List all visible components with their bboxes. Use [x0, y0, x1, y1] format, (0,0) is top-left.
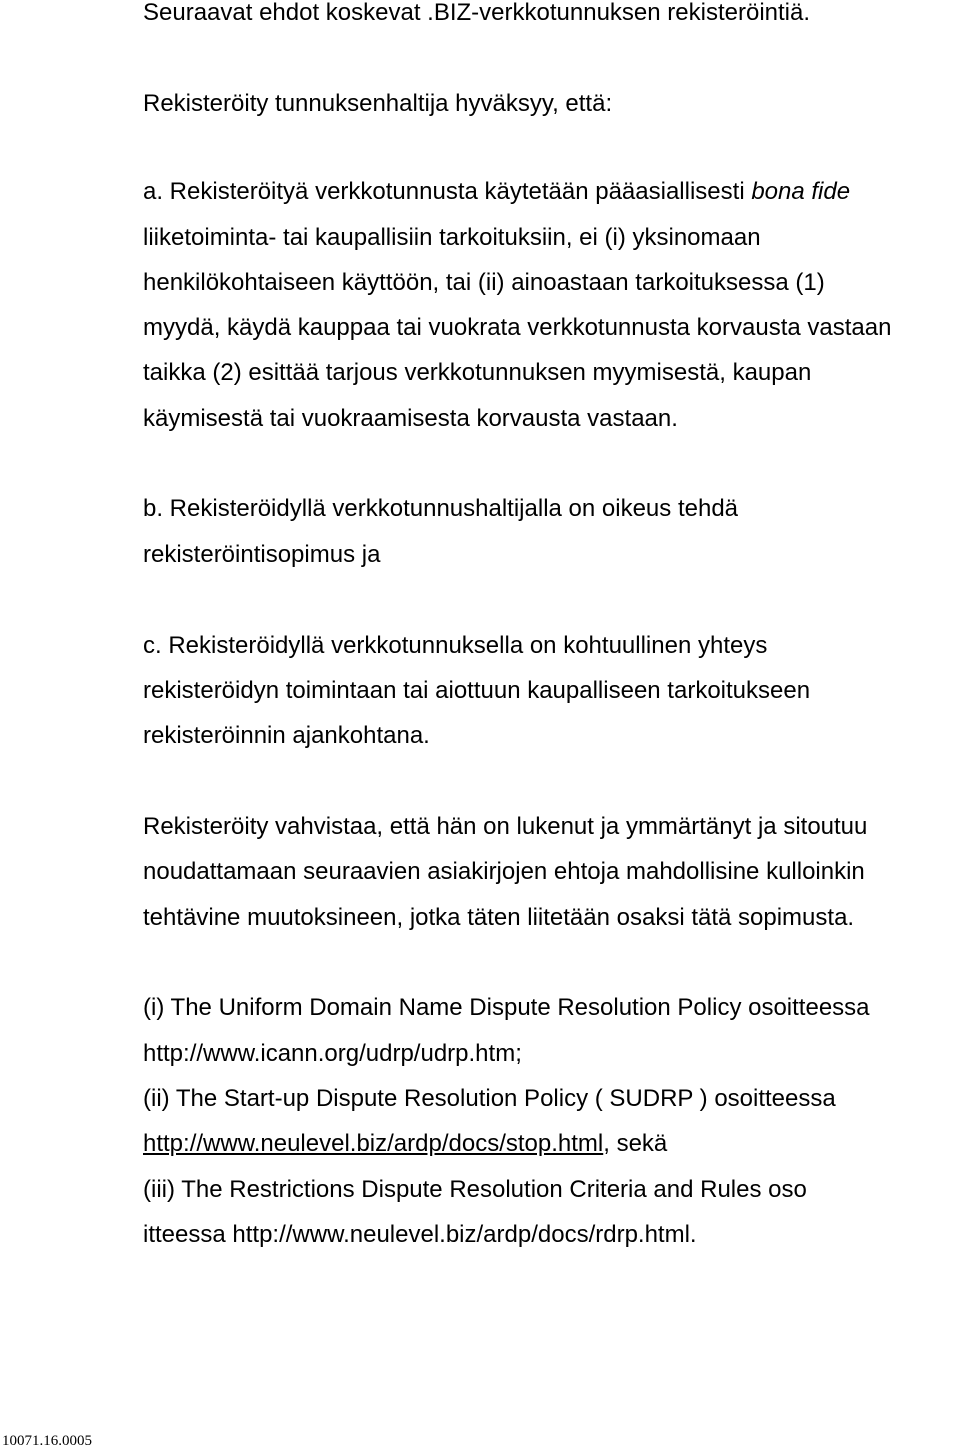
- item-a-line-3: henkilökohtaiseen käyttöön, tai (ii) ainoastaan tarkoituksessa (1): [143, 269, 825, 296]
- item-a-line-1: [143, 177, 850, 207]
- policy-i-line-2: http://www.icann.org/udrp/udrp.htm;: [143, 1040, 522, 1067]
- item-c-line-2: rekisteröidyn toimintaan tai aiottuun kaupalliseen tarkoitukseen: [143, 677, 811, 704]
- item-b-line-1: b. Rekisteröidyllä verkkotunnushaltijalla on oikeus tehdä: [143, 495, 739, 522]
- item-a-line-5: taikka (2) esittää tarjous verkkotunnuksen myymisestä, kaupan: [143, 359, 812, 386]
- item-b-line-2: rekisteröintisopimus ja: [143, 541, 381, 568]
- item-c-line-1: c. Rekisteröidyllä verkkotunnuksella on kohtuullinen yhteys: [143, 632, 768, 659]
- item-a-line-4: myydä, käydä kauppaa tai vuokrata verkkotunnusta korvausta vastaan: [143, 314, 892, 341]
- item-a-line-2: liiketoiminta- tai kaupallisiin tarkoituksiin, ei (i) yksinomaan: [143, 224, 761, 251]
- item-a-italic-phrase: bona fide: [751, 178, 851, 205]
- confirm-line-3: tehtävine muutoksineen, jotka täten liitetään osaksi tätä sopimusta.: [143, 904, 855, 931]
- footer-document-code: 10071.16.0005: [2, 1433, 92, 1449]
- policy-ii-line-2: [143, 1129, 667, 1159]
- policy-ii-line-2-suffix: , sekä: [603, 1130, 668, 1157]
- confirm-line-2: noudattamaan seuraavien asiakirjojen ehtoja mahdollisine kulloinkin: [143, 858, 865, 885]
- policy-ii-line-1: (ii) The Start-up Dispute Resolution Policy ( SUDRP ) osoitteessa: [143, 1085, 836, 1112]
- stop-policy-link[interactable]: http://www.neulevel.biz/ardp/docs/stop.html: [143, 1130, 604, 1157]
- policy-iii-line-2: itteessa http://www.neulevel.biz/ardp/docs/rdrp.html.: [143, 1221, 697, 1248]
- policy-i-line-1: (i) The Uniform Domain Name Dispute Resolution Policy osoitteessa: [143, 994, 870, 1021]
- confirm-line-1: Rekisteröity vahvistaa, että hän on lukenut ja ymmärtänyt ja sitoutuu: [143, 813, 868, 840]
- acceptance-text: Rekisteröity tunnuksenhaltija hyväksyy, että:: [143, 90, 613, 117]
- item-c-line-3: rekisteröinnin ajankohtana.: [143, 722, 430, 749]
- item-a-line-1-text: a. Rekisteröityä verkkotunnusta käytetään pääasiallisesti: [143, 178, 752, 205]
- intro-text: Seuraavat ehdot koskevat .BIZ-verkkotunnuksen rekisteröintiä.: [143, 0, 811, 26]
- policy-iii-line-1: (iii) The Restrictions Dispute Resolution Criteria and Rules oso: [143, 1176, 807, 1203]
- item-a-line-6: käymisestä tai vuokraamisesta korvausta vastaan.: [143, 405, 678, 432]
